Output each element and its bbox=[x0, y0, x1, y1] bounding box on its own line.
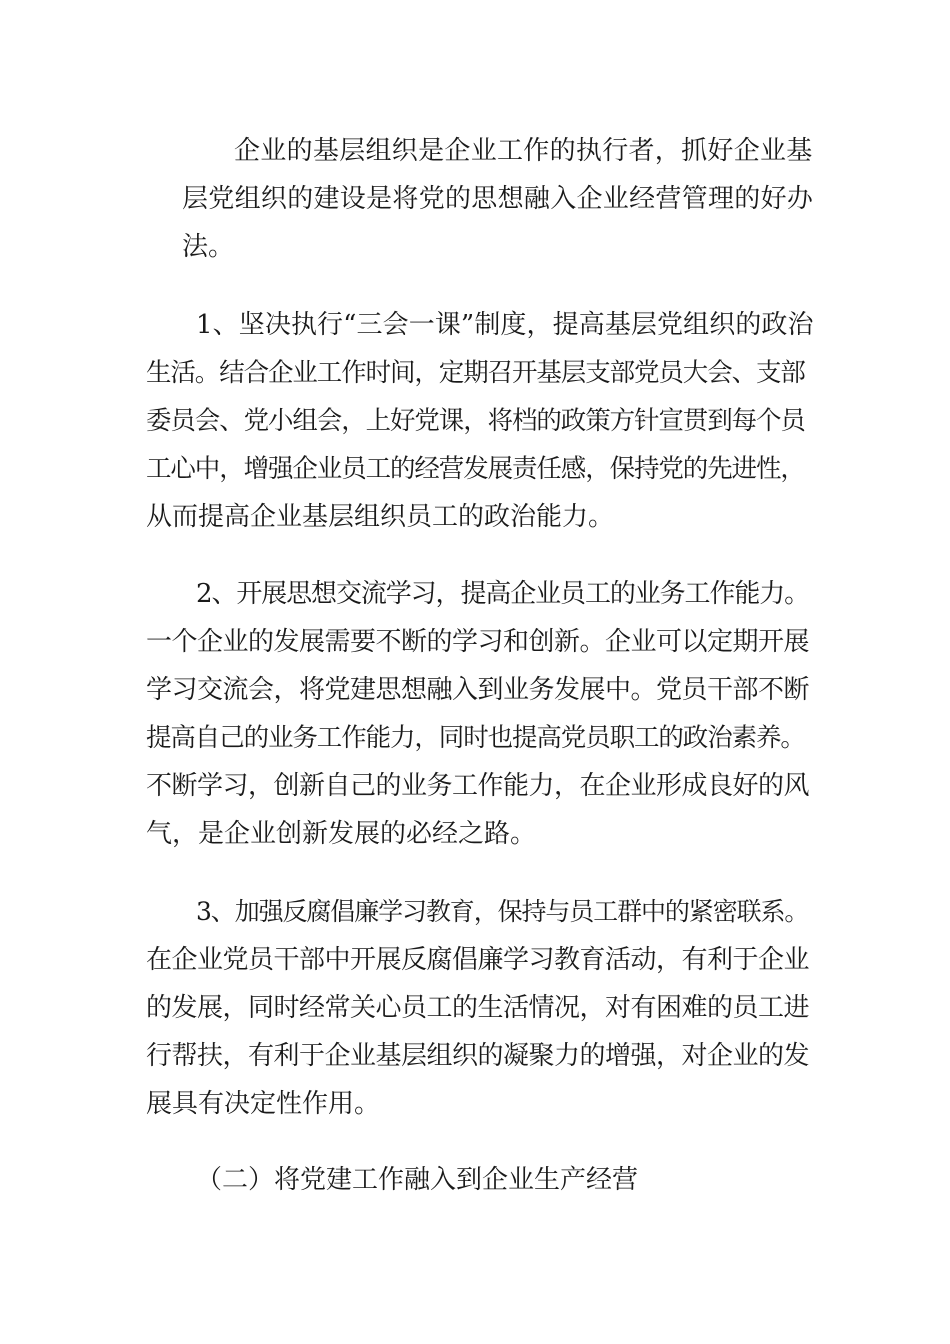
item1-line-3: 委员会、党小组会，上好党课，将档的政策方针宣贯到每个员 bbox=[146, 406, 805, 436]
intro-line-1: 企业的基层组织是企业工作的执行者，抓好企业基 bbox=[234, 136, 813, 166]
item2-line-6: 气，是企业创新发展的必经之路。 bbox=[146, 819, 537, 849]
item3-line-2: 在企业党员干部中开展反腐倡廉学习教育活动，有利于企业 bbox=[146, 945, 810, 975]
item2-line-2: 一个企业的发展需要不断的学习和创新。企业可以定期开展 bbox=[146, 627, 810, 657]
intro-line-3: 法。 bbox=[182, 232, 235, 262]
section-heading: （二）将党建工作融入到企业生产经营 bbox=[196, 1165, 639, 1195]
item1-line-2: 生活。结合企业工作时间，定期召开基层支部党员大会、支部 bbox=[146, 358, 805, 388]
item1-line-4: 工心中，增强企业员工的经营发展责任感，保持党的先进性， bbox=[146, 454, 805, 484]
item1-line-5: 从而提高企业基层组织员工的政治能力。 bbox=[146, 502, 615, 532]
item3-line-1: 3、加强反腐倡廉学习教育，保持与员工群中的紧密联系。 bbox=[196, 897, 809, 926]
item3-line-5: 展具有决定性作用。 bbox=[146, 1089, 381, 1119]
item2-line-5: 不断学习，创新自己的业务工作能力，在企业形成良好的风 bbox=[146, 771, 810, 801]
item2-line-1: 2、开展思想交流学习，提高企业员工的业务工作能力。 bbox=[196, 579, 810, 609]
item3-line-3: 的发展，同时经常关心员工的生活情况，对有困难的员工进 bbox=[146, 993, 810, 1023]
intro-line-2: 层党组织的建设是将党的思想融入企业经营管理的好办 bbox=[182, 184, 814, 214]
item2-line-4: 提高自己的业务工作能力，同时也提高党员职工的政治素养。 bbox=[146, 723, 805, 753]
item1-line-1: 1、坚决执行“三会一课”制度，提高基层党组织的政治 bbox=[196, 310, 814, 340]
item3-line-4: 行帮扶，有利于企业基层组织的凝聚力的增强，对企业的发 bbox=[146, 1041, 810, 1071]
item2-line-3: 学习交流会，将党建思想融入到业务发展中。党员干部不断 bbox=[146, 675, 810, 705]
